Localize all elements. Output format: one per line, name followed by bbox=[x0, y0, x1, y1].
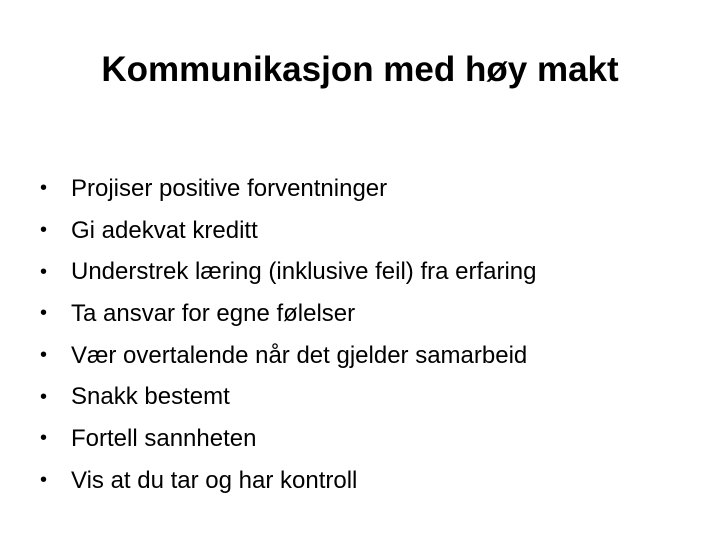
bullet-text: Snakk bestemt bbox=[71, 383, 230, 411]
bullet-icon: • bbox=[40, 260, 48, 283]
bullet-icon: • bbox=[40, 302, 48, 325]
bullet-text: Projiser positive forventninger bbox=[71, 174, 388, 202]
bullet-text: Understrek læring (inklusive feil) fra erfaring bbox=[71, 258, 537, 286]
bullet-icon: • bbox=[40, 385, 48, 408]
list-item bbox=[40, 460, 537, 502]
slide-title: Kommunikasjon med høy makt bbox=[101, 50, 619, 89]
list-item bbox=[40, 335, 537, 377]
bullet-text: Vis at du tar og har kontroll bbox=[71, 466, 358, 494]
bullet-icon: • bbox=[40, 344, 48, 367]
bullet-text: Vær overtalende når det gjelder samarbeid bbox=[71, 341, 528, 369]
list-item bbox=[40, 418, 537, 460]
list-item bbox=[40, 251, 537, 293]
bullet-text: Ta ansvar for egne følelser bbox=[71, 299, 356, 327]
bullet-icon: • bbox=[40, 469, 48, 492]
bullet-icon: • bbox=[40, 177, 48, 200]
list-item bbox=[40, 293, 537, 335]
bullet-text: Fortell sannheten bbox=[71, 424, 257, 452]
bullet-icon: • bbox=[40, 219, 48, 242]
bullet-list bbox=[40, 168, 537, 502]
bullet-text: Gi adekvat kreditt bbox=[71, 216, 258, 244]
bullet-icon: • bbox=[40, 427, 48, 450]
list-item bbox=[40, 168, 537, 210]
list-item bbox=[40, 376, 537, 418]
list-item bbox=[40, 210, 537, 252]
